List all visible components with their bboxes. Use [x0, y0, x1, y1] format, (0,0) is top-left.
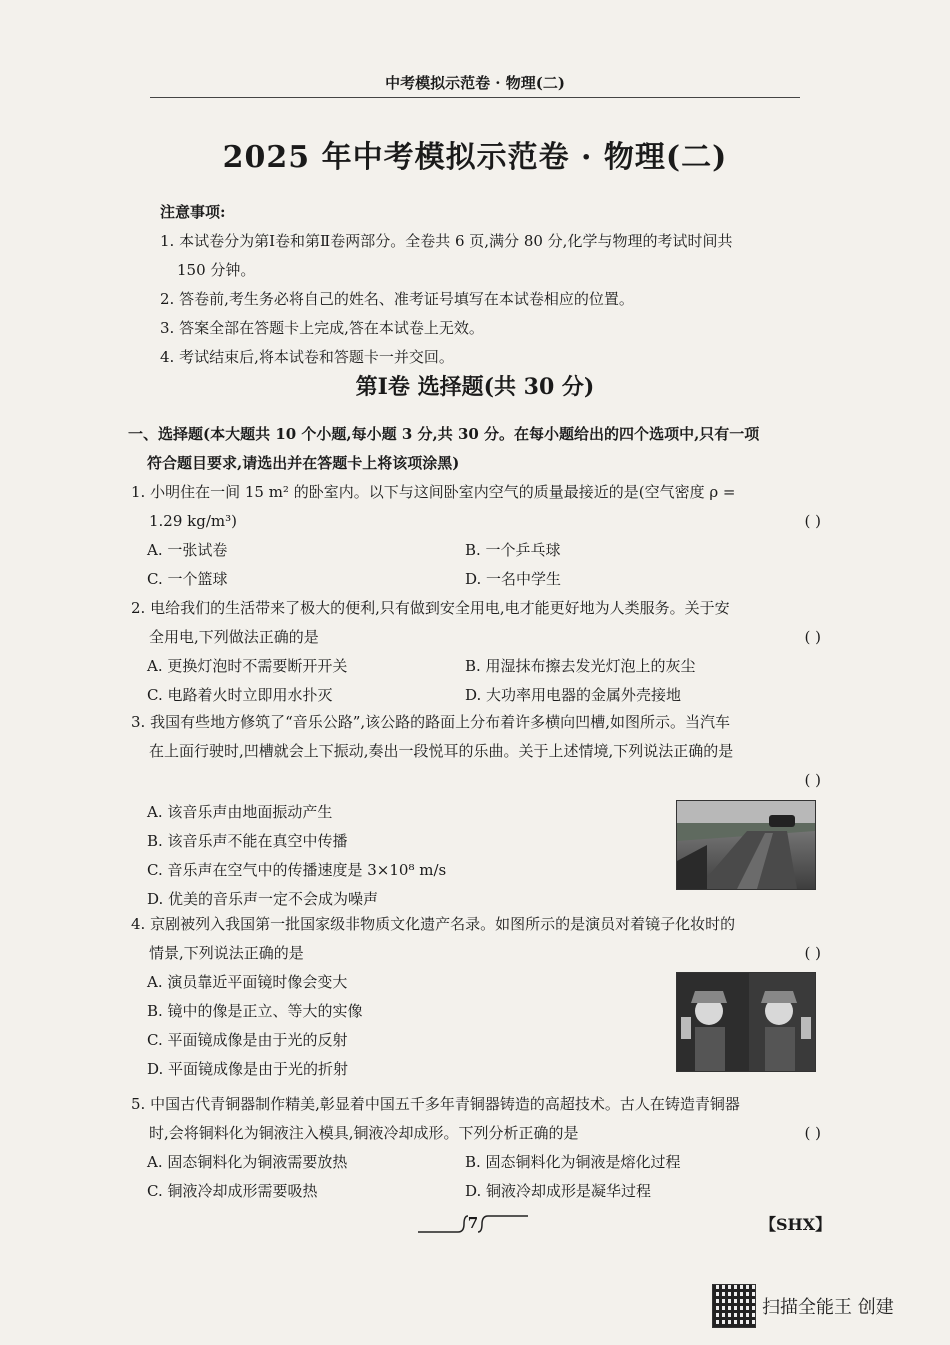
option-d[interactable]: D. 平面镜成像是由于光的折射	[147, 1060, 349, 1078]
running-header: 中考模拟示范卷 · 物理(二)	[150, 72, 800, 98]
option-a[interactable]: A. 该音乐声由地面振动产生	[147, 803, 333, 821]
note-item: 2. 答卷前,考生务必将自己的姓名、准考证号填写在本试卷相应的位置。	[160, 290, 634, 308]
scanner-watermark	[712, 1284, 894, 1328]
note-item-continuation: 150 分钟。	[177, 261, 256, 279]
option-d[interactable]: D. 铜液冷却成形是凝华过程	[465, 1182, 652, 1200]
option-c[interactable]: C. 平面镜成像是由于光的反射	[147, 1031, 348, 1049]
question-2	[131, 594, 821, 710]
page-title: 2025 年中考模拟示范卷 · 物理(二)	[222, 140, 728, 175]
question-stem: 1.29 kg/m³)	[149, 512, 238, 530]
answer-bracket[interactable]: ( )	[804, 944, 821, 962]
notes-heading: 注意事项:	[160, 203, 226, 221]
opera-mirror-photo	[676, 972, 816, 1072]
option-c[interactable]: C. 音乐声在空气中的传播速度是 3×10⁸ m/s	[147, 861, 447, 879]
page-number	[418, 1212, 528, 1230]
question-stem: 5. 中国古代青铜器制作精美,彰显着中国五千多年青铜器铸造的高超技术。古人在铸造青铜器	[131, 1095, 740, 1113]
option-b[interactable]: B. 一个乒乓球	[465, 541, 561, 559]
option-b[interactable]: B. 用湿抹布擦去发光灯泡上的灰尘	[465, 657, 696, 675]
music-road-illustration	[677, 801, 815, 889]
section-title: 第Ⅰ卷 选择题(共 30 分)	[355, 374, 595, 400]
opera-mirror-illustration	[677, 973, 815, 1071]
exam-code: 【SHX】	[760, 1215, 832, 1234]
option-a[interactable]: A. 更换灯泡时不需要断开开关	[147, 657, 348, 675]
instruction-line: 一、选择题(本大题共 10 个小题,每小题 3 分,共 30 分。在每小题给出的四个选项中,只有一项	[128, 425, 760, 443]
answer-bracket[interactable]: ( )	[804, 771, 821, 789]
question-stem: 1. 小明住在一间 15 m² 的卧室内。以下与这间卧室内空气的质量最接近的是(空气密度 ρ =	[131, 483, 736, 501]
question-1	[131, 478, 821, 594]
option-c[interactable]: C. 一个篮球	[147, 570, 228, 588]
music-road-photo	[676, 800, 816, 890]
question-stem: 4. 京剧被列入我国第一批国家级非物质文化遗产名录。如图所示的是演员对着镜子化妆时的	[131, 915, 736, 933]
question-stem: 2. 电给我们的生活带来了极大的便利,只有做到安全用电,电才能更好地为人类服务。关于安	[131, 599, 730, 617]
page-number-value: 7	[467, 1214, 479, 1232]
answer-bracket[interactable]: ( )	[804, 512, 821, 530]
instruction-line: 符合题目要求,请选出并在答题卡上将该项涂黑)	[147, 454, 460, 472]
option-c[interactable]: C. 电路着火时立即用水扑灭	[147, 686, 333, 704]
watermark-text: 扫描全能王 创建	[762, 1297, 894, 1318]
question-stem: 全用电,下列做法正确的是	[149, 628, 319, 646]
question-5	[131, 1090, 821, 1206]
qr-code-icon	[712, 1284, 756, 1328]
option-a[interactable]: A. 一张试卷	[147, 541, 228, 559]
note-item: 1. 本试卷分为第Ⅰ卷和第Ⅱ卷两部分。全卷共 6 页,满分 80 分,化学与物理的考试时间共	[160, 232, 733, 250]
option-a[interactable]: A. 固态铜料化为铜液需要放热	[147, 1153, 348, 1171]
option-b[interactable]: B. 固态铜料化为铜液是熔化过程	[465, 1153, 681, 1171]
option-d[interactable]: D. 大功率用电器的金属外壳接地	[465, 686, 682, 704]
option-c[interactable]: C. 铜液冷却成形需要吸热	[147, 1182, 318, 1200]
question-stem: 情景,下列说法正确的是	[149, 944, 304, 962]
answer-bracket[interactable]: ( )	[804, 628, 821, 646]
question-stem: 3. 我国有些地方修筑了“音乐公路”,该公路的路面上分布着许多横向凹槽,如图所示。当汽车	[131, 713, 730, 731]
question-stem: 在上面行驶时,凹槽就会上下振动,奏出一段悦耳的乐曲。关于上述情境,下列说法正确的是	[149, 742, 734, 760]
option-b[interactable]: B. 镜中的像是正立、等大的实像	[147, 1002, 363, 1020]
notes-block	[160, 198, 830, 372]
note-item: 3. 答案全部在答题卡上完成,答在本试卷上无效。	[160, 319, 484, 337]
section-instruction	[128, 420, 828, 478]
option-a[interactable]: A. 演员靠近平面镜时像会变大	[147, 973, 348, 991]
option-d[interactable]: D. 一名中学生	[465, 570, 562, 588]
option-b[interactable]: B. 该音乐声不能在真空中传播	[147, 832, 348, 850]
answer-bracket[interactable]: ( )	[804, 1124, 821, 1142]
note-item: 4. 考试结束后,将本试卷和答题卡一并交回。	[160, 348, 454, 366]
option-d[interactable]: D. 优美的音乐声一定不会成为噪声	[147, 890, 379, 908]
question-stem: 时,会将铜料化为铜液注入模具,铜液冷却成形。下列分析正确的是	[149, 1124, 579, 1142]
